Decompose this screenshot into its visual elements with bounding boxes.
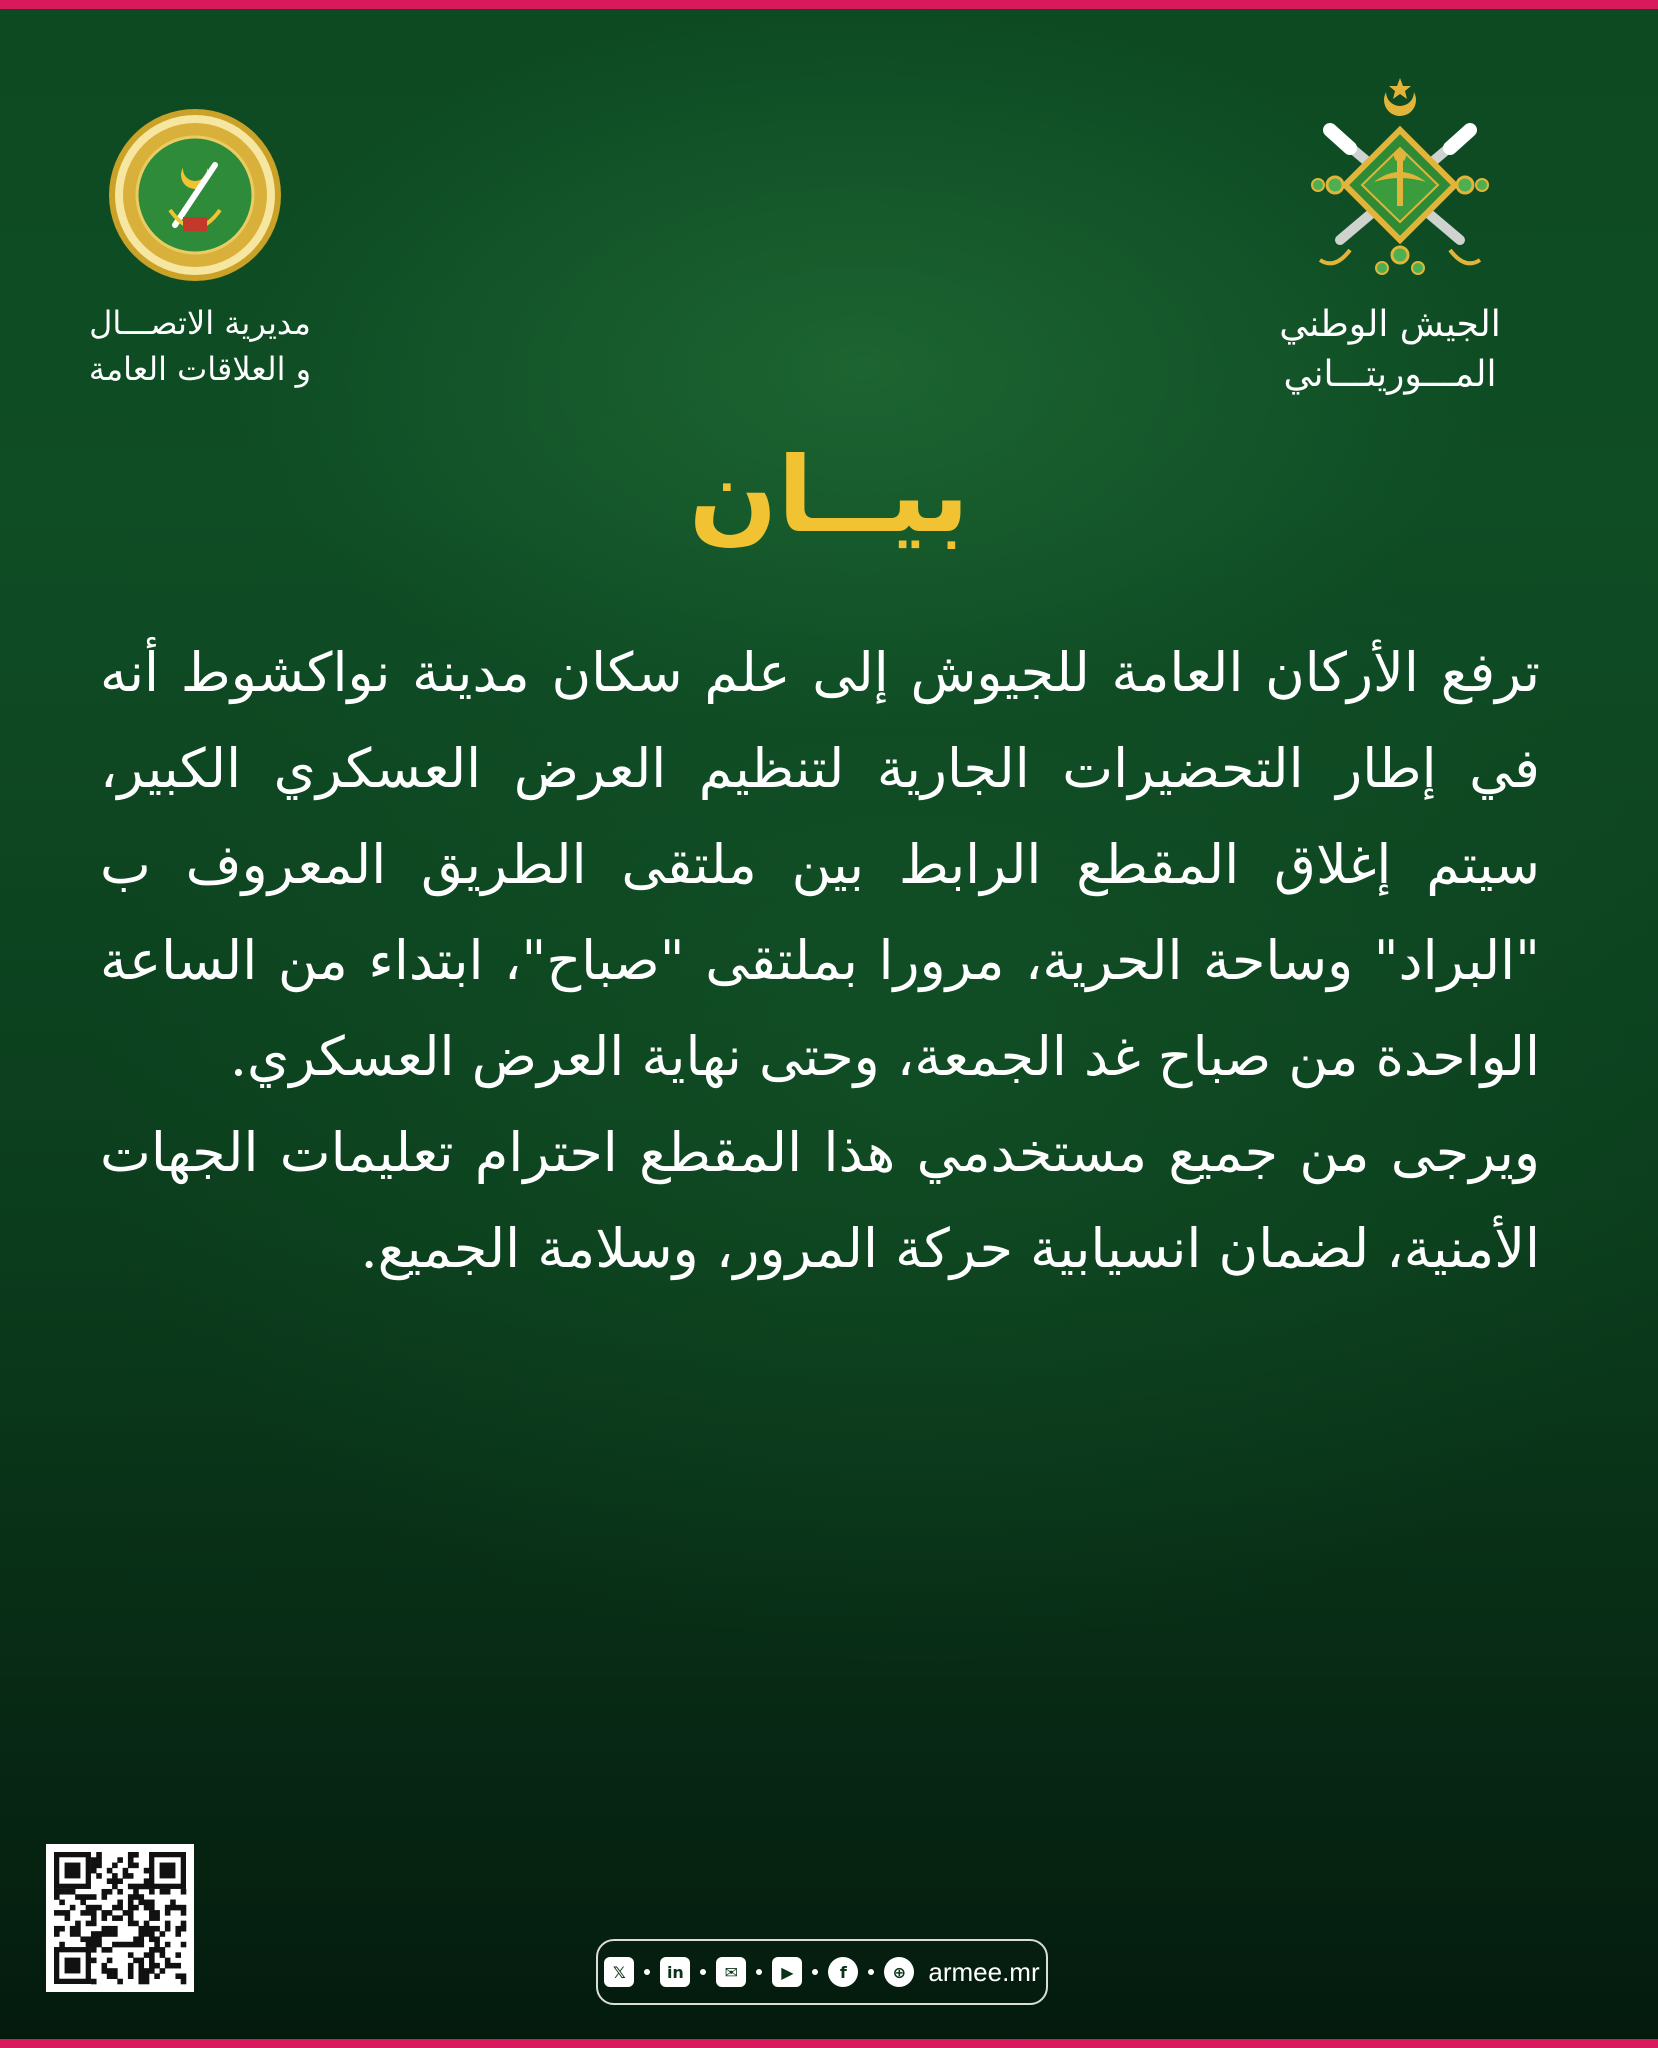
separator-dot <box>644 1969 650 1975</box>
statement-title: بيــان <box>688 434 970 556</box>
x-icon[interactable]: 𝕏 <box>604 1957 634 1987</box>
army-emblem-logo <box>1290 70 1510 290</box>
website-link[interactable]: armee.mr <box>928 1956 1040 1987</box>
globe-icon[interactable]: ⊕ <box>884 1957 914 1987</box>
qr-code[interactable] <box>46 1844 194 1992</box>
separator-dot <box>756 1969 762 1975</box>
separator-dot <box>812 1969 818 1975</box>
statement-body <box>100 625 1540 1297</box>
directorate-name <box>55 300 345 392</box>
top-frame-bar <box>0 0 1658 9</box>
directorate-name-line1: مديرية الاتصـــال <box>89 304 311 342</box>
facebook-icon[interactable]: f <box>828 1957 858 1987</box>
youtube-icon[interactable]: ▶ <box>772 1957 802 1987</box>
directorate-seal-logo <box>105 105 285 285</box>
directorate-name-line2: و العلاقات العامة <box>88 350 312 388</box>
statement-paragraph-2: ويرجى من جميع مستخدمي هذا المقطع احترام تعليمات الجهات الأمنية، لضمان انسيابية حركة المرور، وسلامة الجميع. <box>100 1121 1540 1280</box>
linkedin-icon[interactable]: in <box>660 1957 690 1987</box>
army-name <box>1250 300 1530 400</box>
army-name-line1: الجيش الوطني <box>1279 304 1501 345</box>
army-name-line2: المـــوريتـــاني <box>1283 354 1497 395</box>
separator-dot <box>700 1969 706 1975</box>
bottom-frame-bar <box>0 2039 1658 2048</box>
mail-icon[interactable]: ✉ <box>716 1957 746 1987</box>
separator-dot <box>868 1969 874 1975</box>
social-links-bar <box>596 1939 1048 2005</box>
statement-paragraph-1: ترفع الأركان العامة للجيوش إلى علم سكان مدينة نواكشوط أنه في إطار التحضيرات الجارية لتنظيم العرض العسكري الكبير، سيتم إغلاق المقطع الرابط بين ملتقى الطريق المعروف ب "البراد" وساحة الحرية، مرورا بملتقى "صباح"، ابتداء من الساعة الواحدة من صباح غد الجمعة، وحتى نهاية العرض العسكري. <box>100 641 1540 1088</box>
